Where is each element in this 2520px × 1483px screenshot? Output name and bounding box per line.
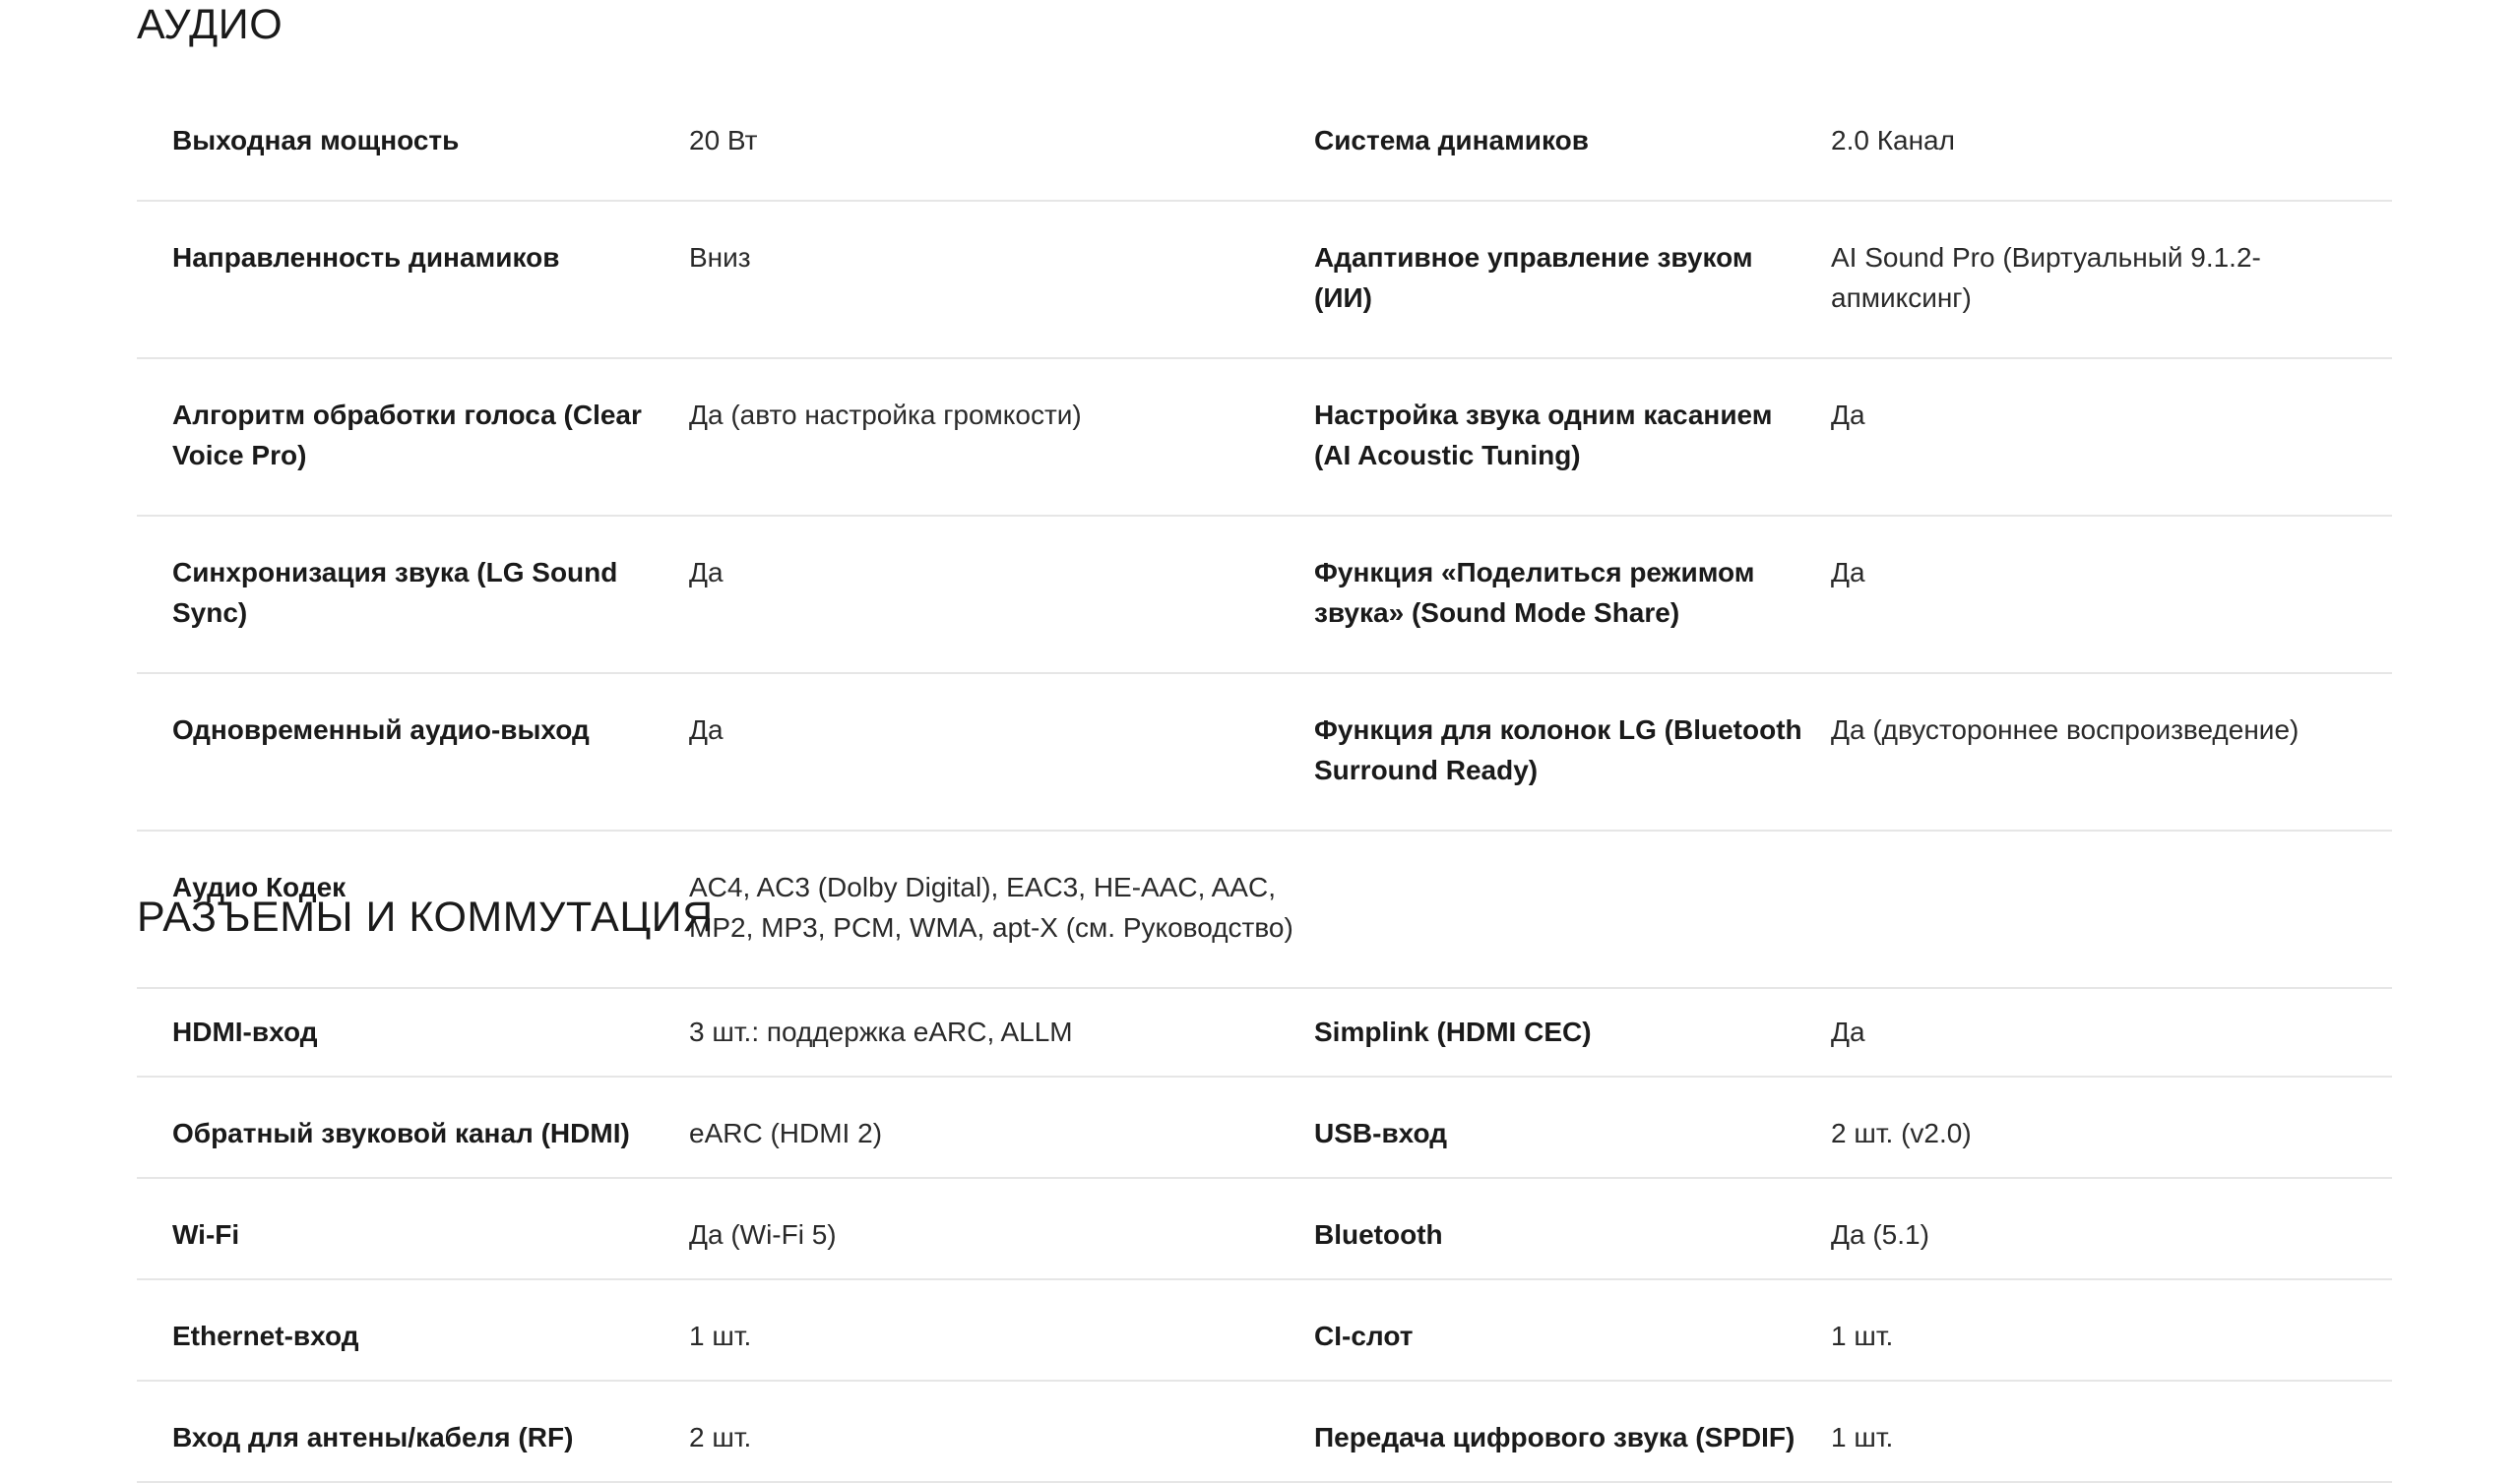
spec-label: HDMI-вход [137, 976, 689, 1077]
spec-value: 1 шт. [689, 1279, 1314, 1381]
spec-label: Wi-Fi [137, 1178, 689, 1279]
spec-row [137, 1381, 2392, 1482]
spec-value: 1 шт. [1831, 1381, 2392, 1482]
spec-row [137, 1178, 2392, 1279]
spec-label: CI-слот [1314, 1279, 1831, 1381]
spec-label: Обратный звуковой канал (HDMI) [137, 1077, 689, 1178]
spec-value: Да [689, 516, 1314, 673]
spec-value: Да (авто настройка громкости) [689, 358, 1314, 516]
spec-label: Аудио Кодек [137, 831, 689, 988]
spec-label: Вход для антены/кабеля (RF) [137, 1381, 689, 1482]
spec-label: Система динамиков [1314, 85, 1831, 201]
spec-label: USB-вход [1314, 1077, 1831, 1178]
spec-row [137, 201, 2392, 358]
spec-value: Да [1831, 976, 2392, 1077]
section-title-audio: АУДИО [137, 1, 284, 48]
spec-label: Синхронизация звука (LG Sound Sync) [137, 516, 689, 673]
spec-row [137, 358, 2392, 516]
spec-value: Да (двустороннее воспроизведение) [1831, 673, 2392, 831]
spec-value: Да [689, 673, 1314, 831]
spec-value: 1 шт. [1831, 1279, 2392, 1381]
spec-value: Да [1831, 516, 2392, 673]
spec-value: 3 шт.: поддержка eARC, ALLM [689, 976, 1314, 1077]
spec-value: Да [1831, 358, 2392, 516]
spec-value: Да (5.1) [1831, 1178, 2392, 1279]
connectivity-spec-table [137, 976, 2392, 1483]
spec-value: AC4, AC3 (Dolby Digital), EAC3, HE-AAC, AAC, MP2, MP3, PCM, WMA, apt-X (см. Руководство) [689, 831, 1314, 988]
spec-label: Передача цифрового звука (SPDIF) [1314, 1381, 1831, 1482]
spec-label: Алгоритм обработки голоса (Clear Voice Pro) [137, 358, 689, 516]
spec-value: eARC (HDMI 2) [689, 1077, 1314, 1178]
spec-label: Адаптивное управление звуком (ИИ) [1314, 201, 1831, 358]
audio-section [137, 1, 2392, 989]
spec-row [137, 85, 2392, 201]
spec-label: Bluetooth [1314, 1178, 1831, 1279]
spec-label: Направленность динамиков [137, 201, 689, 358]
spec-label: Одновременный аудио-выход [137, 673, 689, 831]
spec-value: 2 шт. (v2.0) [1831, 1077, 2392, 1178]
spec-label: Выходная мощность [137, 85, 689, 201]
spec-value: 2 шт. [689, 1381, 1314, 1482]
spec-label: Функция «Поделиться режимом звука» (Sound Mode Share) [1314, 516, 1831, 673]
connectivity-section [137, 896, 2392, 1483]
spec-value: Да (Wi-Fi 5) [689, 1178, 1314, 1279]
spec-value: Вниз [689, 201, 1314, 358]
spec-row [137, 976, 2392, 1077]
audio-spec-table [137, 85, 2392, 989]
spec-label: Настройка звука одним касанием (AI Acoustic Tuning) [1314, 358, 1831, 516]
spec-label: Simplink (HDMI CEC) [1314, 976, 1831, 1077]
spec-row [137, 1279, 2392, 1381]
spec-row [137, 1077, 2392, 1178]
spec-label: Ethernet-вход [137, 1279, 689, 1381]
spec-value: AI Sound Pro (Виртуальный 9.1.2-апмиксинг) [1831, 201, 2392, 358]
spec-label: Функция для колонок LG (Bluetooth Surround Ready) [1314, 673, 1831, 831]
spec-row [137, 516, 2392, 673]
spec-value: 20 Вт [689, 85, 1314, 201]
section-title-connectivity: РАЗЪЕМЫ И КОММУТАЦИЯ [137, 894, 714, 941]
spec-row [137, 673, 2392, 831]
spec-value: 2.0 Канал [1831, 85, 2392, 201]
